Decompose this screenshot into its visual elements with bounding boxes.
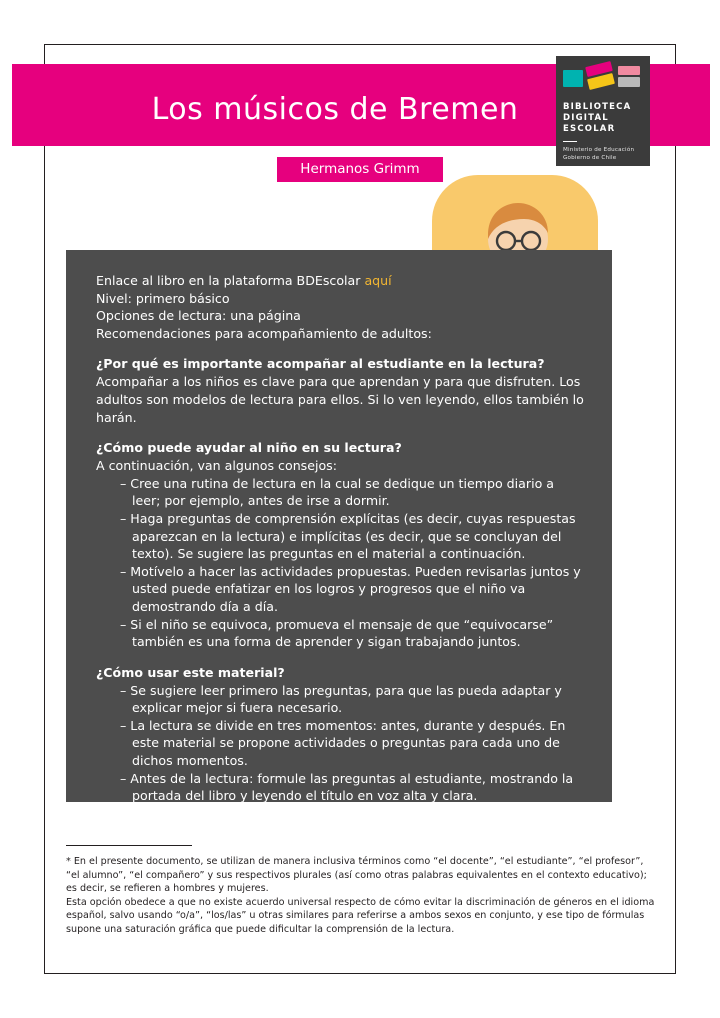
recommendations-line: Recomendaciones para acompañamiento de adultos: [96, 325, 432, 341]
logo-line-3: ESCOLAR [563, 124, 616, 134]
author-tag [277, 157, 443, 182]
answer-2-item-3: – Motívelo a hacer las actividades propuestas. Pueden revisarlas juntos y usted puede enfatizar en los logros y progresos que el niño va demostrando día a día. [120, 563, 581, 614]
answer-3-item-2: – La lectura se divide en tres momentos: antes, durante y después. En este material se propone actividades o preguntas para cada uno de dichos momentos. [120, 717, 566, 769]
logo-subtitle [563, 147, 643, 162]
question-2: ¿Cómo puede ayudar al niño en su lectura? [96, 440, 402, 456]
answer-3-item-3: – Antes de la lectura: formule las preguntas al estudiante, mostrando la portada del libro y leyendo el título en voz alta y clara. [120, 770, 574, 804]
level-line: Nivel: primero básico [96, 290, 230, 306]
question-3: ¿Cómo usar este material? [96, 664, 285, 680]
platform-link[interactable]: aquí [364, 273, 392, 288]
logo-ministry: Ministerio de Educación [563, 147, 635, 153]
logo-mark-icon [563, 64, 643, 94]
footnote-divider [66, 845, 192, 846]
logo-line-1: BIBLIOTECA [563, 102, 632, 112]
platform-link-intro: Enlace al libro en la plataforma BDEscolar [96, 273, 361, 288]
question-1: ¿Por qué es importante acompañar al estudiante en la lectura? [96, 356, 545, 372]
footnote-paragraph-1: * En el presente documento, se utilizan de manera inclusiva términos como “el docente”, “el estudiante”, “el profesor”, “el alumno”, “el compañero” y sus respectivos plurales (así como otras palabras equivalentes en el contexto educativo); es decir, se refieren a hombres y mujeres. [66, 856, 647, 895]
platform-link-line [96, 272, 586, 290]
answer-2-item-4: – Si el niño se equivoca, promueva el mensaje de que “equivocarse” también es una forma de aprender y sigan trabajando juntos. [120, 616, 554, 650]
info-panel [66, 250, 612, 802]
answer-3-item-1: – Se sugiere leer primero las preguntas, para que las pueda adaptar y explicar mejor si fuera necesario. [120, 682, 562, 716]
answer-2-intro: A continuación, van algunos consejos: [96, 458, 337, 474]
logo-text [563, 102, 643, 135]
logo-divider [563, 141, 577, 142]
answer-2-item-2: – Haga preguntas de comprensión explícitas (es decir, cuyas respuestas aparezcan en la lectura) e implícitas (es decir, que se concluyan del texto). Se sugiere las preguntas en el material a continuación. [120, 510, 576, 562]
logo-government: Gobierno de Chile [563, 154, 617, 161]
answer-2-item-1: – Cree una rutina de lectura en la cual se dedique un tiempo diario a leer; por ejemplo, antes de irse a dormir. [120, 475, 554, 509]
footnote [66, 855, 658, 937]
page-title: Los músicos de Bremen [151, 92, 519, 127]
bdescolar-logo [556, 56, 650, 166]
logo-line-2: DIGITAL [563, 113, 609, 123]
reading-options-line: Opciones de lectura: una página [96, 308, 301, 324]
footnote-paragraph-2: Esta opción obedece a que no existe acuerdo universal respecto de cómo evitar la discriminación de géneros en el idioma español, salvo usando “o/a”, “los/las” u otras similares para referirse a ambos sexos en conjunto, y ese tipo de fórmulas supone una saturación gráfica que puede dificultar la comprensión de la lectura. [66, 896, 655, 935]
author-name: Hermanos Grimm [300, 161, 420, 177]
answer-1: Acompañar a los niños es clave para que aprendan y para que disfruten. Los adultos son modelos de lectura para ellos. Si lo ven leyendo, ellos también lo harán. [96, 374, 584, 425]
